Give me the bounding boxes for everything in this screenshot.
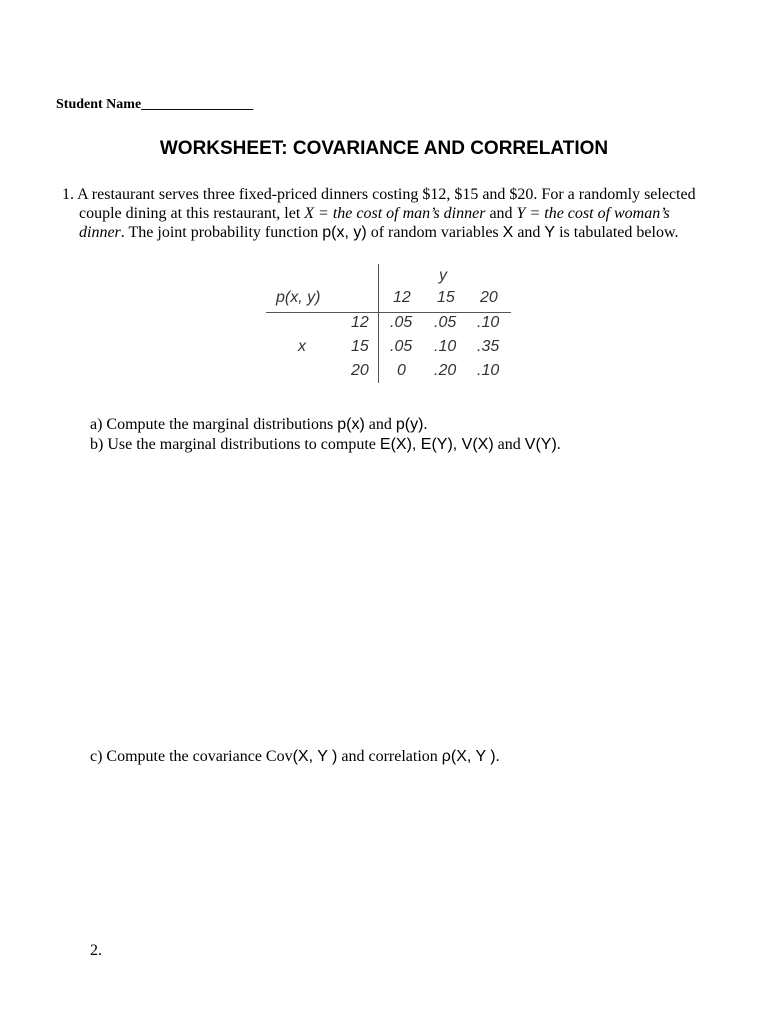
table-cell: .10 xyxy=(477,314,500,331)
table-cell: .05 xyxy=(390,314,413,331)
table-horizontal-divider xyxy=(266,312,511,313)
part-a: a) Compute the marginal distributions p(x) and p(y). xyxy=(90,416,428,433)
question-2-number: 2. xyxy=(90,942,102,959)
student-name-label: Student Name xyxy=(56,97,142,112)
y-definition: Y = the cost of woman’s xyxy=(516,205,670,222)
table-vertical-divider xyxy=(378,264,379,383)
table-x-label: x xyxy=(298,338,306,355)
col-header: 15 xyxy=(437,289,455,306)
table-cell: .20 xyxy=(434,362,457,379)
table-y-label: y xyxy=(439,267,447,284)
q1-line-1: 1. A restaurant serves three fixed-priced dinners costing $12, $15 and $20. For a randomly selected xyxy=(62,186,696,203)
row-header: 20 xyxy=(351,362,369,379)
page-title: WORKSHEET: COVARIANCE AND CORRELATION xyxy=(159,138,609,159)
col-header: 20 xyxy=(480,289,498,306)
table-cell: 0 xyxy=(397,362,406,379)
student-name-field xyxy=(56,97,253,113)
question-1-parts-ab xyxy=(90,415,561,455)
part-c: c) Compute the covariance Cov(X, Y ) and correlation ρ(X, Y ). xyxy=(90,748,500,765)
x-definition: X = the cost of man’s dinner xyxy=(304,205,486,222)
row-header: 15 xyxy=(351,338,369,355)
col-header: 12 xyxy=(393,289,411,306)
table-corner-label: p(x, y) xyxy=(276,289,321,306)
table-cell: .10 xyxy=(477,362,500,379)
row-header: 12 xyxy=(351,314,369,331)
table-cell: .35 xyxy=(477,338,500,355)
table-cell: .10 xyxy=(434,338,457,355)
table-cell: .05 xyxy=(434,314,457,331)
q1-line-3: dinner. The joint probability function p(x, y) of random variables X and Y is tabulated below. xyxy=(79,224,679,241)
student-name-blank: ________________ xyxy=(141,97,254,112)
question-1 xyxy=(62,185,722,242)
q1-line-2: couple dining at this restaurant, let X = the cost of man’s dinner and Y = the cost of woman’s xyxy=(79,205,670,222)
table-cell: .05 xyxy=(390,338,413,355)
part-b: b) Use the marginal distributions to compute E(X), E(Y), V(X) and V(Y). xyxy=(90,436,561,453)
